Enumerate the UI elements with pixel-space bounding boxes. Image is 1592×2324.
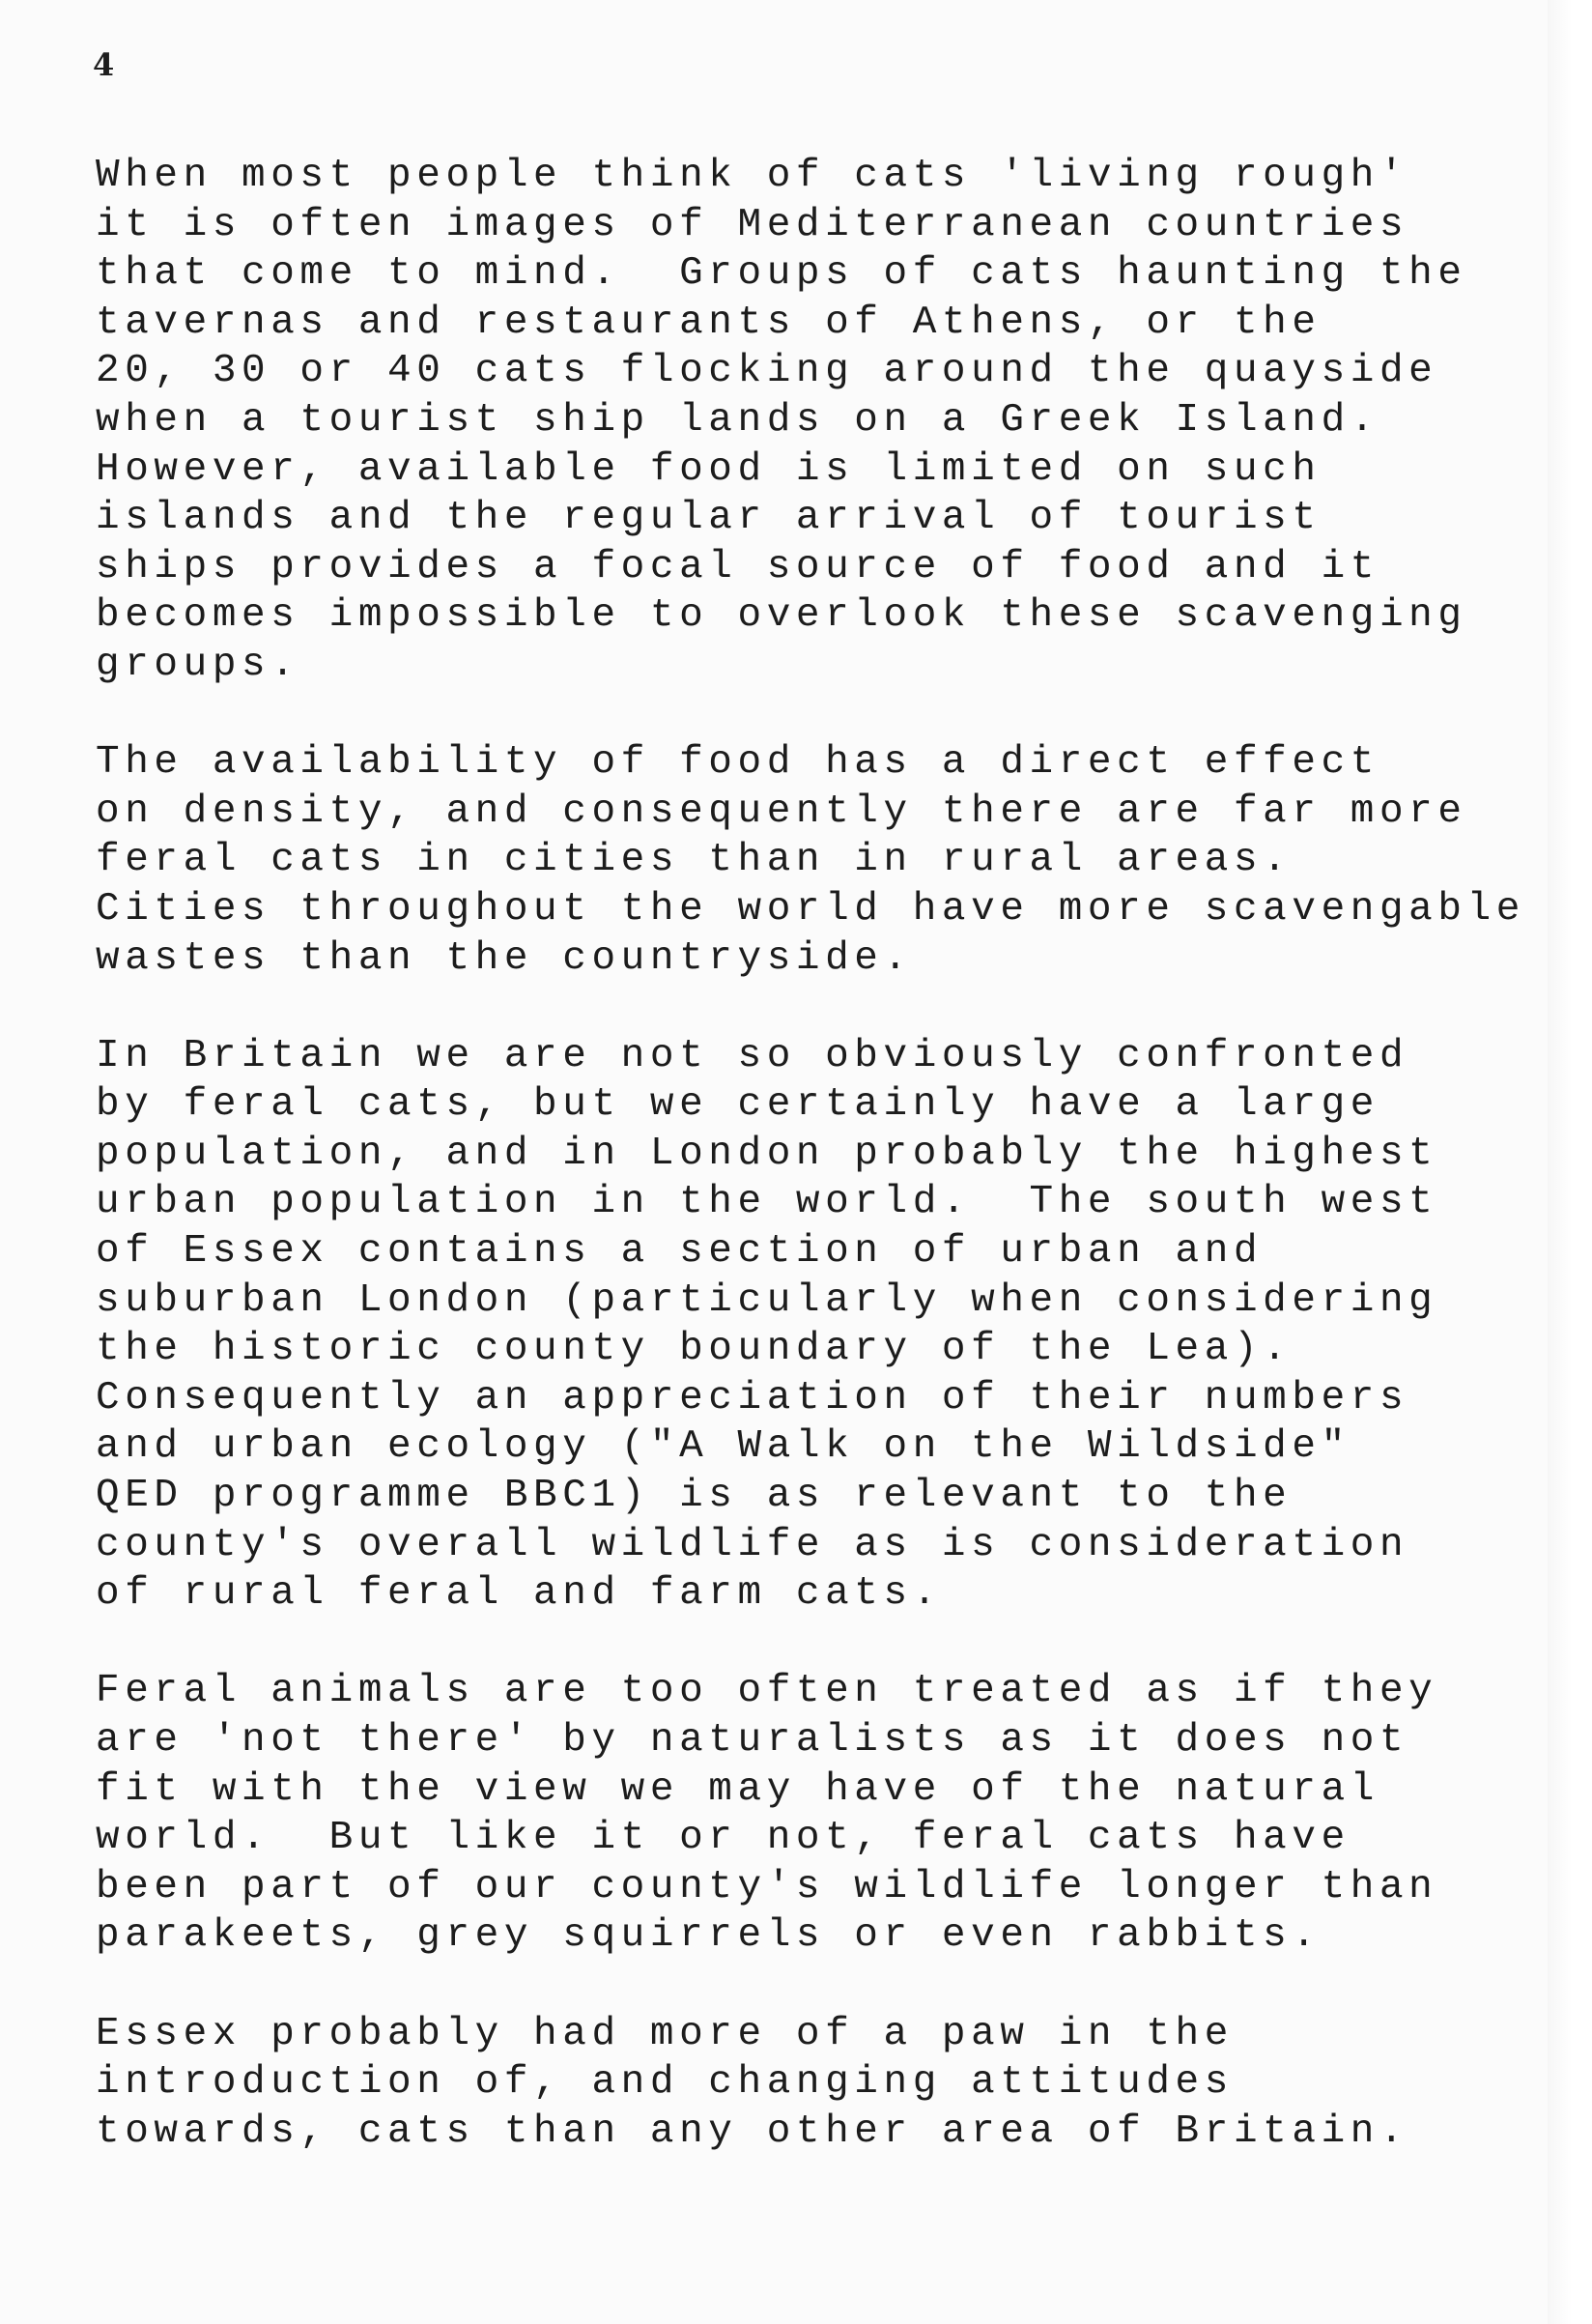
text-line: on density, and consequently there are far more bbox=[96, 789, 1467, 834]
text-line: the historic county boundary of the Lea). bbox=[96, 1327, 1293, 1372]
text-line: tavernas and restaurants of Athens, or the bbox=[96, 300, 1322, 345]
text-line: by feral cats, but we certainly have a large bbox=[96, 1082, 1379, 1128]
text-line: ships provides a focal source of food and it bbox=[96, 544, 1379, 589]
text-line: of rural feral and farm cats. bbox=[96, 1571, 942, 1617]
paragraph-1 bbox=[96, 152, 1564, 690]
text-line: county's overall wildlife as is consideration bbox=[96, 1522, 1409, 1567]
text-line: parakeets, grey squirrels or even rabbits. bbox=[96, 1913, 1322, 1959]
paragraph-4 bbox=[96, 1667, 1564, 1961]
text-line: suburban London (particularly when considering bbox=[96, 1277, 1438, 1323]
text-line: However, available food is limited on such bbox=[96, 446, 1322, 492]
text-line: urban population in the world. The south west bbox=[96, 1180, 1438, 1225]
body-text bbox=[96, 152, 1564, 2156]
paragraph-5 bbox=[96, 2010, 1564, 2157]
text-line: 20, 30 or 40 cats flocking around the quayside bbox=[96, 349, 1438, 394]
text-line: groups. bbox=[96, 642, 300, 687]
text-line: towards, cats than any other area of Britain. bbox=[96, 2109, 1409, 2154]
text-line: introduction of, and changing attitudes bbox=[96, 2060, 1234, 2106]
text-line: world. But like it or not, feral cats have bbox=[96, 1816, 1350, 1861]
text-line: In Britain we are not so obviously confronted bbox=[96, 1033, 1409, 1078]
page-number: 4 bbox=[93, 46, 115, 83]
paragraph-3 bbox=[96, 1032, 1564, 1619]
paragraph-2 bbox=[96, 738, 1564, 983]
text-line: fit with the view we may have of the natural bbox=[96, 1766, 1379, 1812]
text-line: Consequently an appreciation of their numbers bbox=[96, 1375, 1409, 1420]
text-line: When most people think of cats 'living rough' bbox=[96, 154, 1409, 198]
text-line: The availability of food has a direct effect bbox=[96, 740, 1379, 786]
text-line: that come to mind. Groups of cats haunting the bbox=[96, 251, 1467, 297]
text-line: becomes impossible to overlook these scavenging bbox=[96, 593, 1467, 639]
text-line: islands and the regular arrival of tourist bbox=[96, 496, 1322, 541]
text-line: feral cats in cities than in rural areas. bbox=[96, 838, 1293, 883]
text-line: it is often images of Mediterranean countries bbox=[96, 202, 1409, 247]
text-line: Cities throughout the world have more scavengable bbox=[96, 886, 1525, 932]
text-line: wastes than the countryside. bbox=[96, 935, 913, 981]
text-line: when a tourist ship lands on a Greek Island. bbox=[96, 397, 1379, 443]
text-line: and urban ecology ("A Walk on the Wildside" bbox=[96, 1424, 1350, 1470]
text-line: QED programme BBC1) is as relevant to the bbox=[96, 1474, 1293, 1519]
text-line: Feral animals are too often treated as if they bbox=[96, 1669, 1438, 1714]
text-line: Essex probably had more of a paw in the bbox=[96, 2011, 1234, 2056]
text-line: of Essex contains a section of urban and bbox=[96, 1229, 1264, 1275]
text-line: population, and in London probably the highest bbox=[96, 1131, 1438, 1176]
text-line: been part of our county's wildlife longer than bbox=[96, 1864, 1438, 1909]
text-line: are 'not there' by naturalists as it does not bbox=[96, 1718, 1409, 1763]
